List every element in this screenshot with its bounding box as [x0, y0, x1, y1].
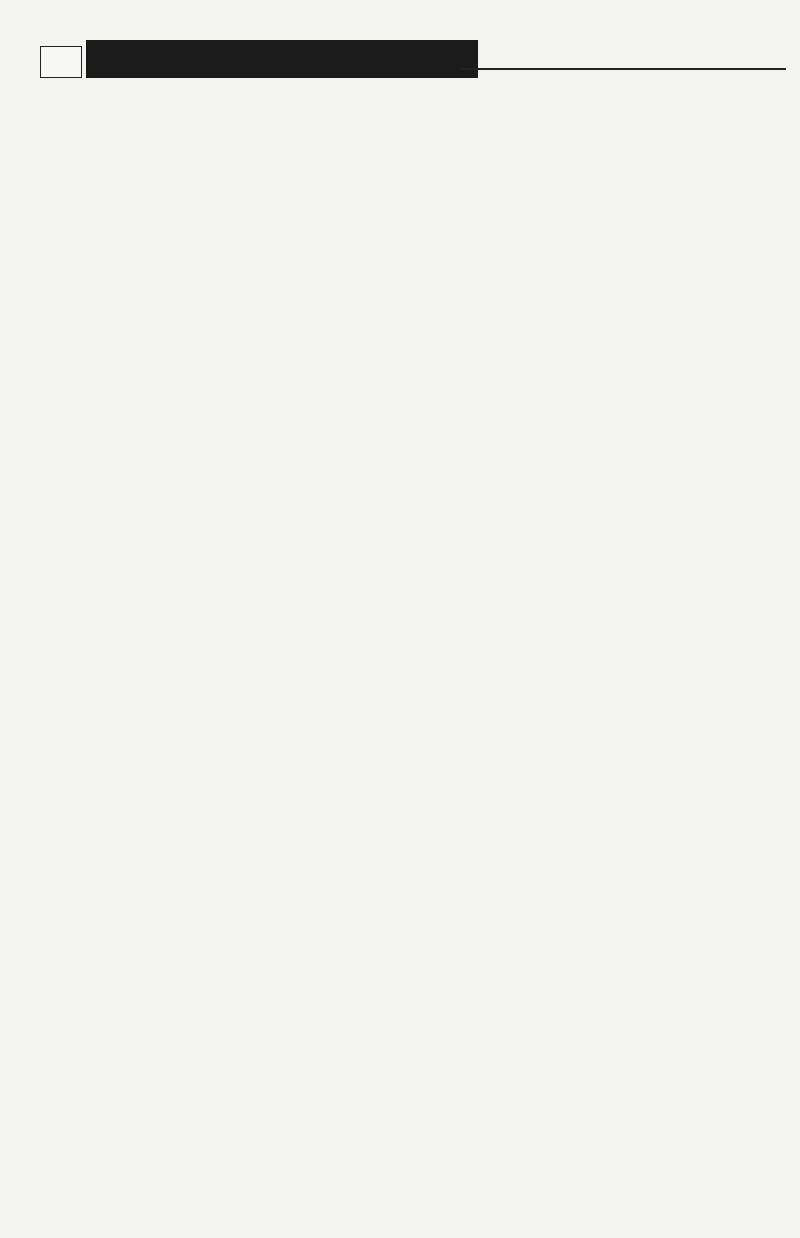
header-bar: [86, 40, 478, 78]
page-number-box: [40, 46, 82, 78]
header-rule: [460, 68, 786, 70]
